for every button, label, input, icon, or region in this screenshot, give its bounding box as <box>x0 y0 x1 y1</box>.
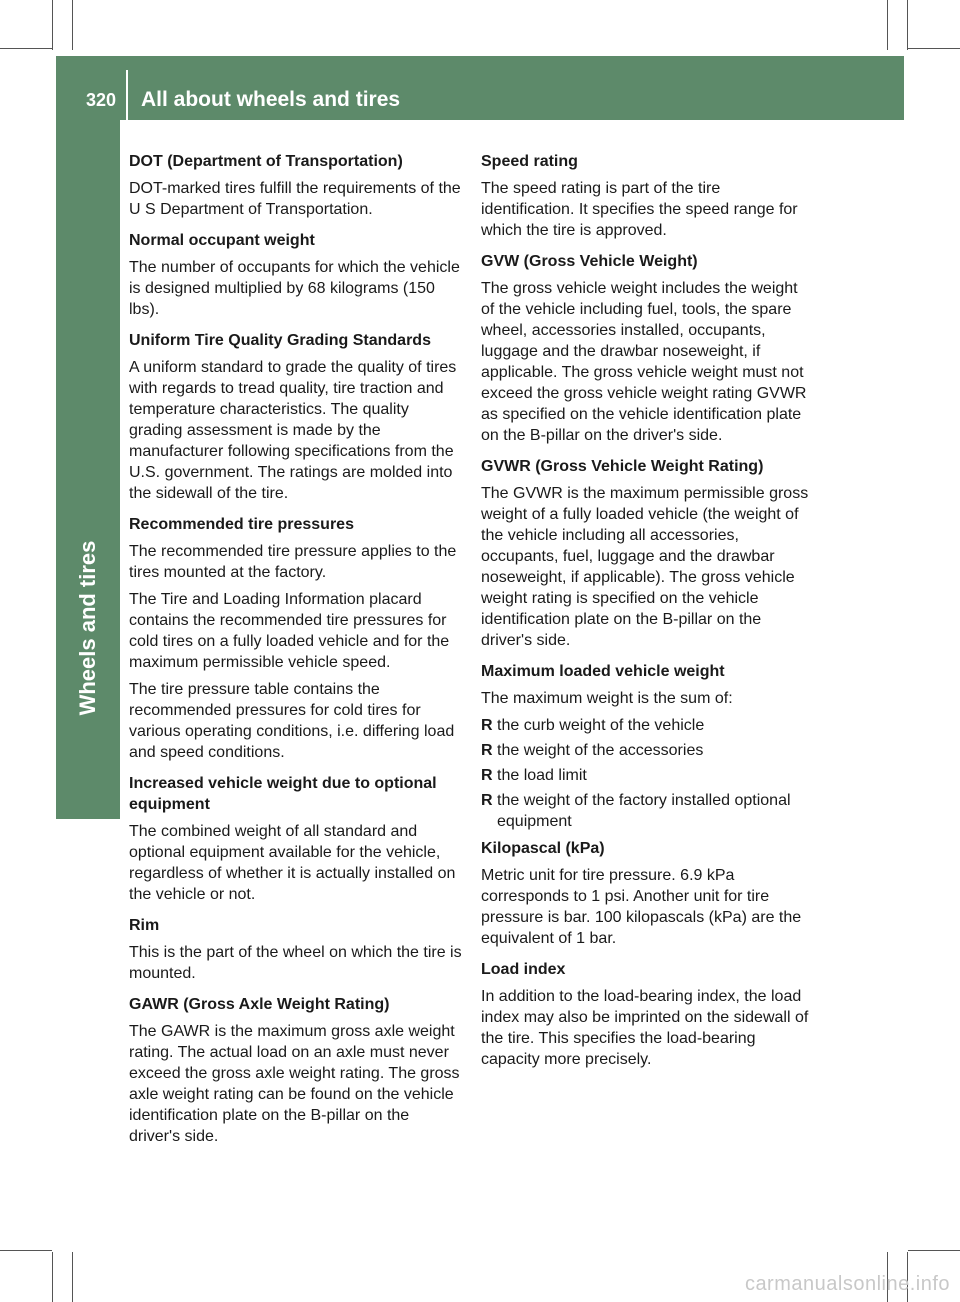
list-item <box>481 790 814 832</box>
side-tab-marker <box>56 751 120 819</box>
section-term: Normal occupant weight <box>129 232 315 249</box>
section-text: The combined weight of all standard and optional equipment available for the vehicle, regardless of whether it is actually installed on the vehicle or not. <box>129 823 456 903</box>
list-item-text: the weight of the factory installed optional equipment <box>497 792 791 830</box>
section-term: Kilopascal (kPa) <box>481 840 605 857</box>
section-term: Load index <box>481 961 566 978</box>
crop-mark <box>52 0 53 50</box>
section-text: In addition to the load-bearing index, the load index may also be imprinted on the sidewall of the tire. This specifies the load-bearing capacity more precisely. <box>481 988 809 1068</box>
crop-mark <box>908 48 960 49</box>
section-text: The tire pressure table contains the recommended pressures for cold tires for various operating conditions, i.e. differing load and speed conditions. <box>129 681 455 761</box>
section-term: Rim <box>129 917 160 934</box>
side-tab-label: Wheels and tires <box>75 540 100 716</box>
crop-mark <box>52 1252 53 1302</box>
section-term: Speed rating <box>481 153 578 170</box>
bullet-marker: R <box>481 742 493 759</box>
crop-mark <box>887 0 888 50</box>
page-number: 320 <box>86 90 117 110</box>
section-text: A uniform standard to grade the quality of tires with regards to tread quality, tire traction and temperature characteristics. The quality grading assessment is made by the manufacturer following specifications from the U.S. government. The ratings are molded into the sidewall of the tire. <box>129 359 457 502</box>
section-text: The gross vehicle weight includes the weight of the vehicle including fuel, tools, the spare wheel, accessories installed, occupants, luggage and the drawbar noseweight, if applicable. The gross vehicle weight must not exceed the gross vehicle weight rating GVWR as specified on the vehicle identification plate on the B-pillar on the driver's side. <box>481 280 807 444</box>
list-item-text: the weight of the accessories <box>497 742 704 759</box>
section-text: The GAWR is the maximum gross axle weight rating. The actual load on an axle must never exceed the gross axle weight rating. The gross axle weight rating can be found on the vehicle identification plate on the B-pillar on the driver's side. <box>129 1023 460 1145</box>
list-item <box>481 715 814 736</box>
section-text: Metric unit for tire pressure. 6.9 kPa corresponds to 1 psi. Another unit for tire pressure is bar. 100 kilopascals (kPa) are the equivalent of 1 bar. <box>481 867 802 947</box>
section-term: GAWR (Gross Axle Weight Rating) <box>129 996 390 1013</box>
list-item <box>481 765 814 786</box>
bullet-marker: R <box>481 767 493 784</box>
bullet-list <box>481 715 814 832</box>
section-text: The number of occupants for which the vehicle is designed multiplied by 68 kilograms (150 lbs). <box>129 259 460 318</box>
section-text: The Tire and Loading Information placard contains the recommended tire pressures for cold tires on a fully loaded vehicle and for the maximum permissible vehicle speed. <box>129 591 450 671</box>
section-term: Maximum loaded vehicle weight <box>481 663 725 680</box>
section-term: Uniform Tire Quality Grading Standards <box>129 332 431 349</box>
section-text: The maximum weight is the sum of: <box>481 690 733 707</box>
left-column <box>129 151 462 1153</box>
list-item-text: the curb weight of the vehicle <box>497 717 705 734</box>
section-text: The recommended tire pressure applies to the tires mounted at the factory. <box>129 543 457 581</box>
list-item-text: the load limit <box>497 767 587 784</box>
section-text: DOT-marked tires fulfill the requirements of the U S Department of Transportation. <box>129 180 461 218</box>
section-term: GVWR (Gross Vehicle Weight Rating) <box>481 458 764 475</box>
section-term: DOT (Department of Transportation) <box>129 153 403 170</box>
crop-mark <box>0 1250 52 1251</box>
section-text: The GVWR is the maximum permissible gross weight of a fully loaded vehicle (the weight of the vehicle including all accessories, occupants, fuel, luggage and the drawbar noseweight, if applicable). The gross vehicle weight rating is specified on the vehicle identification plate on the B-pillar on the driver's side. <box>481 485 809 649</box>
section-text: The speed rating is part of the tire identification. It specifies the speed range for which the tire is approved. <box>481 180 798 239</box>
section-text: This is the part of the wheel on which the tire is mounted. <box>129 944 462 982</box>
crop-mark <box>908 1250 960 1251</box>
bullet-marker: R <box>481 792 493 809</box>
section-term: Recommended tire pressures <box>129 516 354 533</box>
section-term: GVW (Gross Vehicle Weight) <box>481 253 698 270</box>
crop-mark <box>72 0 73 50</box>
crop-mark <box>0 48 52 49</box>
crop-mark <box>907 0 908 50</box>
section-term: Increased vehicle weight due to optional equipment <box>129 775 437 813</box>
header-divider <box>126 70 128 120</box>
watermark: carmanualsonline.info <box>744 1273 950 1295</box>
bullet-marker: R <box>481 717 493 734</box>
right-column <box>481 151 814 1076</box>
crop-mark <box>72 1252 73 1302</box>
page-title: All about wheels and tires <box>141 88 401 111</box>
list-item <box>481 740 814 761</box>
